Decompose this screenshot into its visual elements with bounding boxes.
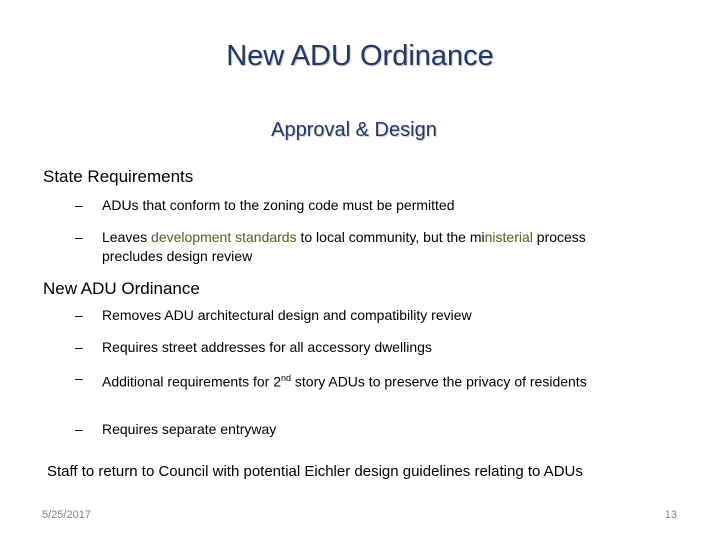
highlighted-text: nisterial: [484, 229, 533, 245]
highlighted-text: development standards: [151, 229, 297, 245]
bullet-text: Requires separate entryway: [102, 421, 277, 437]
bullet-text: Removes ADU architectural design and compatibility review: [102, 307, 472, 323]
slide-subtitle: Approval & Design: [271, 119, 437, 141]
bullet-text-segment: Additional requirements for 2: [102, 373, 281, 390]
bullet-text-segment: Leaves: [102, 229, 152, 245]
dash-marker: –: [75, 307, 83, 323]
bullet-item: [75, 338, 635, 357]
dash-marker: –: [75, 421, 83, 437]
section-heading-state-requirements: State Requirements: [43, 167, 194, 186]
bullet-text-segment: process precludes design review: [102, 229, 586, 264]
bullet-text: ADUs that conform to the zoning code must be permitted: [102, 197, 455, 213]
bullet-text: Requires street addresses for all accessory dwellings: [102, 339, 432, 355]
bullet-item: [75, 306, 635, 325]
dash-marker: –: [75, 339, 83, 355]
bullet-text: [102, 228, 635, 266]
bullet-item: [75, 369, 635, 392]
dash-marker: –: [75, 197, 83, 213]
bullet-text-segment: story ADUs to preserve the privacy of residents: [291, 373, 587, 390]
superscript: nd: [281, 373, 292, 383]
bullet-text-segment: to local community, but the mi: [296, 229, 485, 245]
page-number: 13: [664, 509, 677, 521]
bullet-item: [75, 196, 635, 215]
slide-title: New ADU Ordinance: [226, 40, 494, 72]
dash-marker: –: [75, 229, 83, 245]
bullet-item: [75, 228, 635, 266]
dash-marker: –: [75, 370, 83, 386]
bullet-item: [75, 420, 635, 439]
staff-note: Staff to return to Council with potential Eichler design guidelines relating to ADUs: [47, 463, 583, 480]
section-heading-new-adu-ordinance: New ADU Ordinance: [43, 279, 200, 298]
bullet-text: [102, 369, 635, 392]
footer-date: 5/25/2017: [42, 509, 91, 521]
